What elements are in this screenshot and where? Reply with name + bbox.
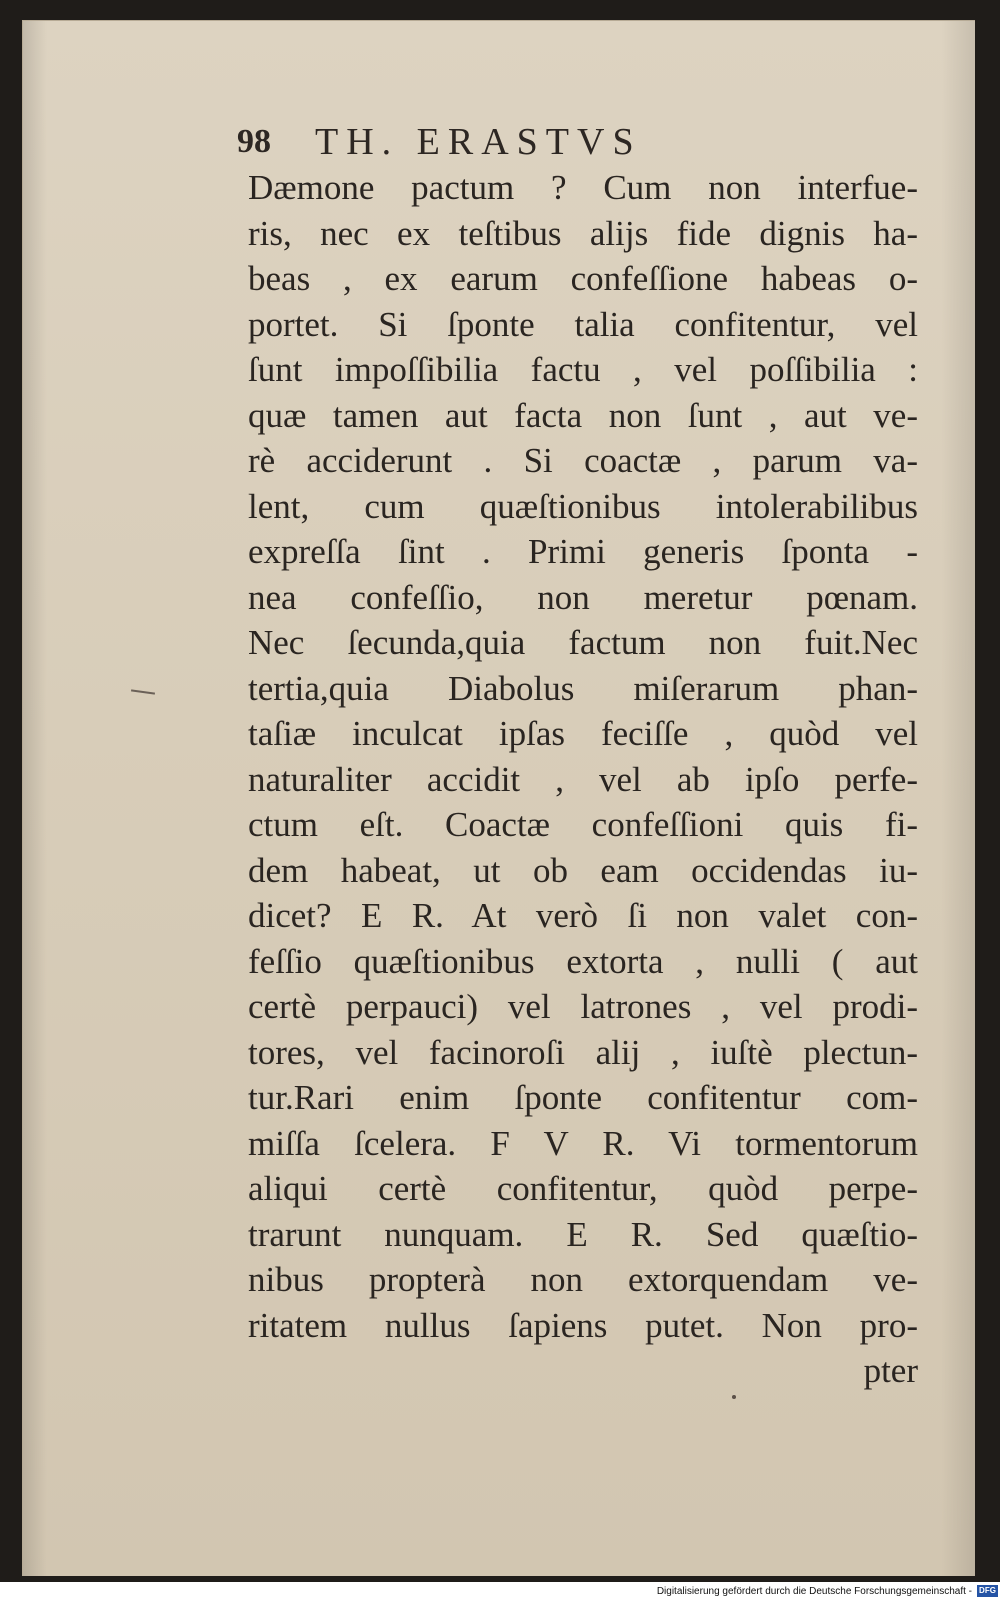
dfg-logo: DFG bbox=[977, 1585, 998, 1597]
footer-credit: Digitalisierung gefördert durch die Deutsche Forschungsgemeinschaft - bbox=[656, 1586, 972, 1597]
text-line: certè perpauci) vel latrones , vel prodi- bbox=[248, 987, 918, 1026]
text-line: ris, nec ex teſtibus alijs fide dignis ha- bbox=[248, 213, 918, 253]
text-line: dem habeat, ut ob eam occidendas iu- bbox=[248, 850, 918, 890]
margin-mark bbox=[131, 689, 155, 694]
text-line: rè acciderunt . Si coactæ , parum va- bbox=[248, 441, 918, 480]
ink-dot bbox=[732, 1395, 736, 1399]
text-line: quæ tamen aut facta non ſunt , aut ve- bbox=[248, 395, 918, 435]
catchword: pter bbox=[863, 1351, 918, 1390]
running-head-title: TH. ERASTVS bbox=[315, 121, 642, 163]
text-line: aliqui certè confitentur, quòd perpe- bbox=[248, 1169, 918, 1208]
text-line: nea confeſſio, non meretur pœnam. bbox=[248, 577, 918, 617]
book-page bbox=[22, 20, 975, 1576]
text-line: naturaliter accidit , vel ab ipſo perfe- bbox=[248, 759, 918, 799]
text-line: tertia,quia Diabolus miſerarum phan- bbox=[248, 668, 918, 708]
text-line: beas , ex earum confeſſione habeas o- bbox=[248, 259, 918, 298]
text-line: trarunt nunquam. E R. Sed quæſtio- bbox=[248, 1214, 918, 1254]
text-line: taſiæ inculcat ipſas feciſſe , quòd vel bbox=[248, 714, 918, 753]
running-head bbox=[237, 115, 797, 169]
text-line: Nec ſecunda,quia factum non fuit.Nec bbox=[248, 623, 918, 662]
text-line: feſſio quæſtionibus extorta , nulli ( aut bbox=[248, 941, 918, 981]
text-line: lent, cum quæſtionibus intolerabilibus bbox=[248, 486, 918, 526]
text-line: nibus propterà non extorquendam ve- bbox=[248, 1260, 918, 1299]
text-line: miſſa ſcelera. F V R. Vi tormentorum bbox=[248, 1123, 918, 1163]
text-line: Dæmone pactum ? Cum non interfue- bbox=[248, 168, 918, 207]
text-line: ritatem nullus ſapiens putet. Non pro- bbox=[248, 1305, 918, 1345]
text-line: portet. Si ſponte talia confitentur, vel bbox=[248, 304, 918, 344]
text-line: dicet? E R. At verò ſi non valet con- bbox=[248, 896, 918, 935]
text-line: expreſſa ſint . Primi generis ſponta - bbox=[248, 532, 918, 571]
text-line: tores, vel facinoroſi alij , iuſtè plectun- bbox=[248, 1032, 918, 1072]
digitization-footer bbox=[0, 1582, 1000, 1601]
text-line: tur.Rari enim ſponte confitentur com- bbox=[248, 1078, 918, 1117]
text-line: ſunt impoſſibilia factu , vel poſſibilia : bbox=[248, 350, 918, 389]
text-line: ctum eſt. Coactæ confeſſioni quis fi- bbox=[248, 805, 918, 844]
page-number: 98 bbox=[237, 123, 271, 160]
body-text bbox=[248, 165, 918, 1394]
